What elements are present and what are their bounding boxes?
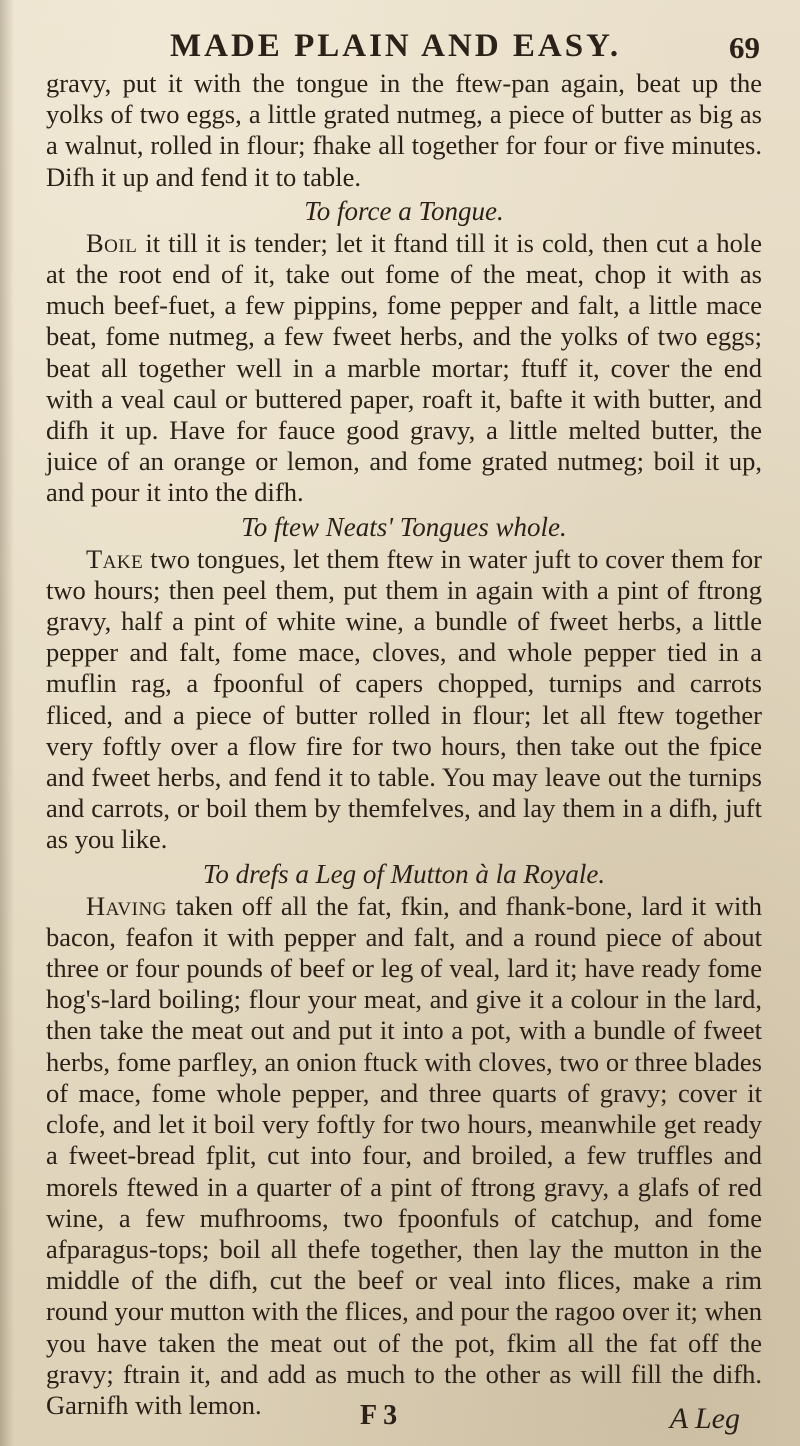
recipe-leg-mutton — [46, 891, 762, 1421]
page-footer — [60, 1400, 760, 1440]
recipe-stew-tongues — [46, 544, 762, 856]
recipe-text: it till it is tender; let it ftand till it is cold, then cut a hole at the root end of it, take out fome of the meat, chop it with as much beef-fuet, a few pippins, fome pepper and falt, a little mace beat, fome nutmeg, a few fweet herbs, and the yolks of two eggs; beat all together well in a marble mortar; ftuff it, cover the end with a veal caul or buttered paper, roaft it, bafte it with butter, and difh it up. Have for fauce good gravy, a little melted butter, the juice of an orange or lemon, and fome grated nutmeg; boil it up, and pour it into the difh. — [46, 227, 762, 508]
recipe-force-tongue — [46, 228, 762, 509]
intro-paragraph: gravy, put it with the tongue in the ftew-pan again, beat up the yolks of two eggs, a little grated nutmeg, a piece of butter as big as a walnut, rolled in flour; fhake all together for four or five minutes. Difh it up and fend it to table. — [46, 68, 762, 192]
lead-word: Take — [86, 543, 144, 574]
running-title: MADE PLAIN AND EASY. — [170, 28, 622, 64]
recipe-text: taken off all the fat, fkin, and fhank-bone, lard it with bacon, feafon it with pepper and falt, and a round piece of about three or four pounds of beef or leg of veal, lard it; have ready fome hog's-lard boiling; flour your meat, and give it a colour in the lard, then take the meat out and put it into a pot, with a bundle of fweet herbs, fome parfley, an onion ftuck with cloves, two or three blades of mace, fome whole pepper, and three quarts of gravy; cover it clofe, and let it boil very foftly for two hours, meanwhile get ready a fweet-bread fplit, cut into four, and broiled, a few truffles and morels ftewed in a quarter of a pint of ftrong gravy, a glafs of red wine, a few mufhrooms, two fpoonfuls of catchup, and fome afparagus-tops; boil all thefe together, then lay the mutton in the middle of the difh, cut the beef or veal into flices, make a rim round your mutton with the flices, and pour the ragoo over it; when you have taken the meat out of the pot, fkim all the fat off the gravy; ftrain it, and add as much to the other as will fill the difh. Garnifh with lemon. — [46, 890, 762, 1420]
page-number: 69 — [729, 30, 760, 65]
page-text — [46, 68, 762, 1421]
signature-mark: F 3 — [360, 1400, 398, 1431]
section-heading-stew-tongues: To ftew Neats' Tongues whole. — [241, 511, 567, 542]
lead-word: Boil — [86, 227, 138, 258]
lead-word: Having — [86, 890, 167, 921]
page-gutter-shadow — [0, 0, 14, 1446]
running-head — [60, 28, 760, 68]
catchword: A Leg — [669, 1402, 740, 1435]
section-heading-force-tongue: To force a Tongue. — [304, 195, 504, 226]
recipe-text: two tongues, let them ftew in water juft to cover them for two hours; then peel them, put them in again with a pint of ftrong gravy, half a pint of white wine, a bundle of fweet herbs, a little pepper and falt, fome mace, cloves, and whole pepper tied in a muflin rag, a fpoonful of capers chopped, turnips and carrots fliced, and a piece of butter rolled in flour; let all ftew together very foftly over a flow fire for two hours, then take out the fpice and fweet herbs, and fend it to table. You may leave out the turnips and carrots, or boil them by themfelves, and lay them in a difh, juft as you like. — [46, 543, 762, 855]
section-heading-leg-mutton: To drefs a Leg of Mutton à la Royale. — [202, 858, 606, 889]
